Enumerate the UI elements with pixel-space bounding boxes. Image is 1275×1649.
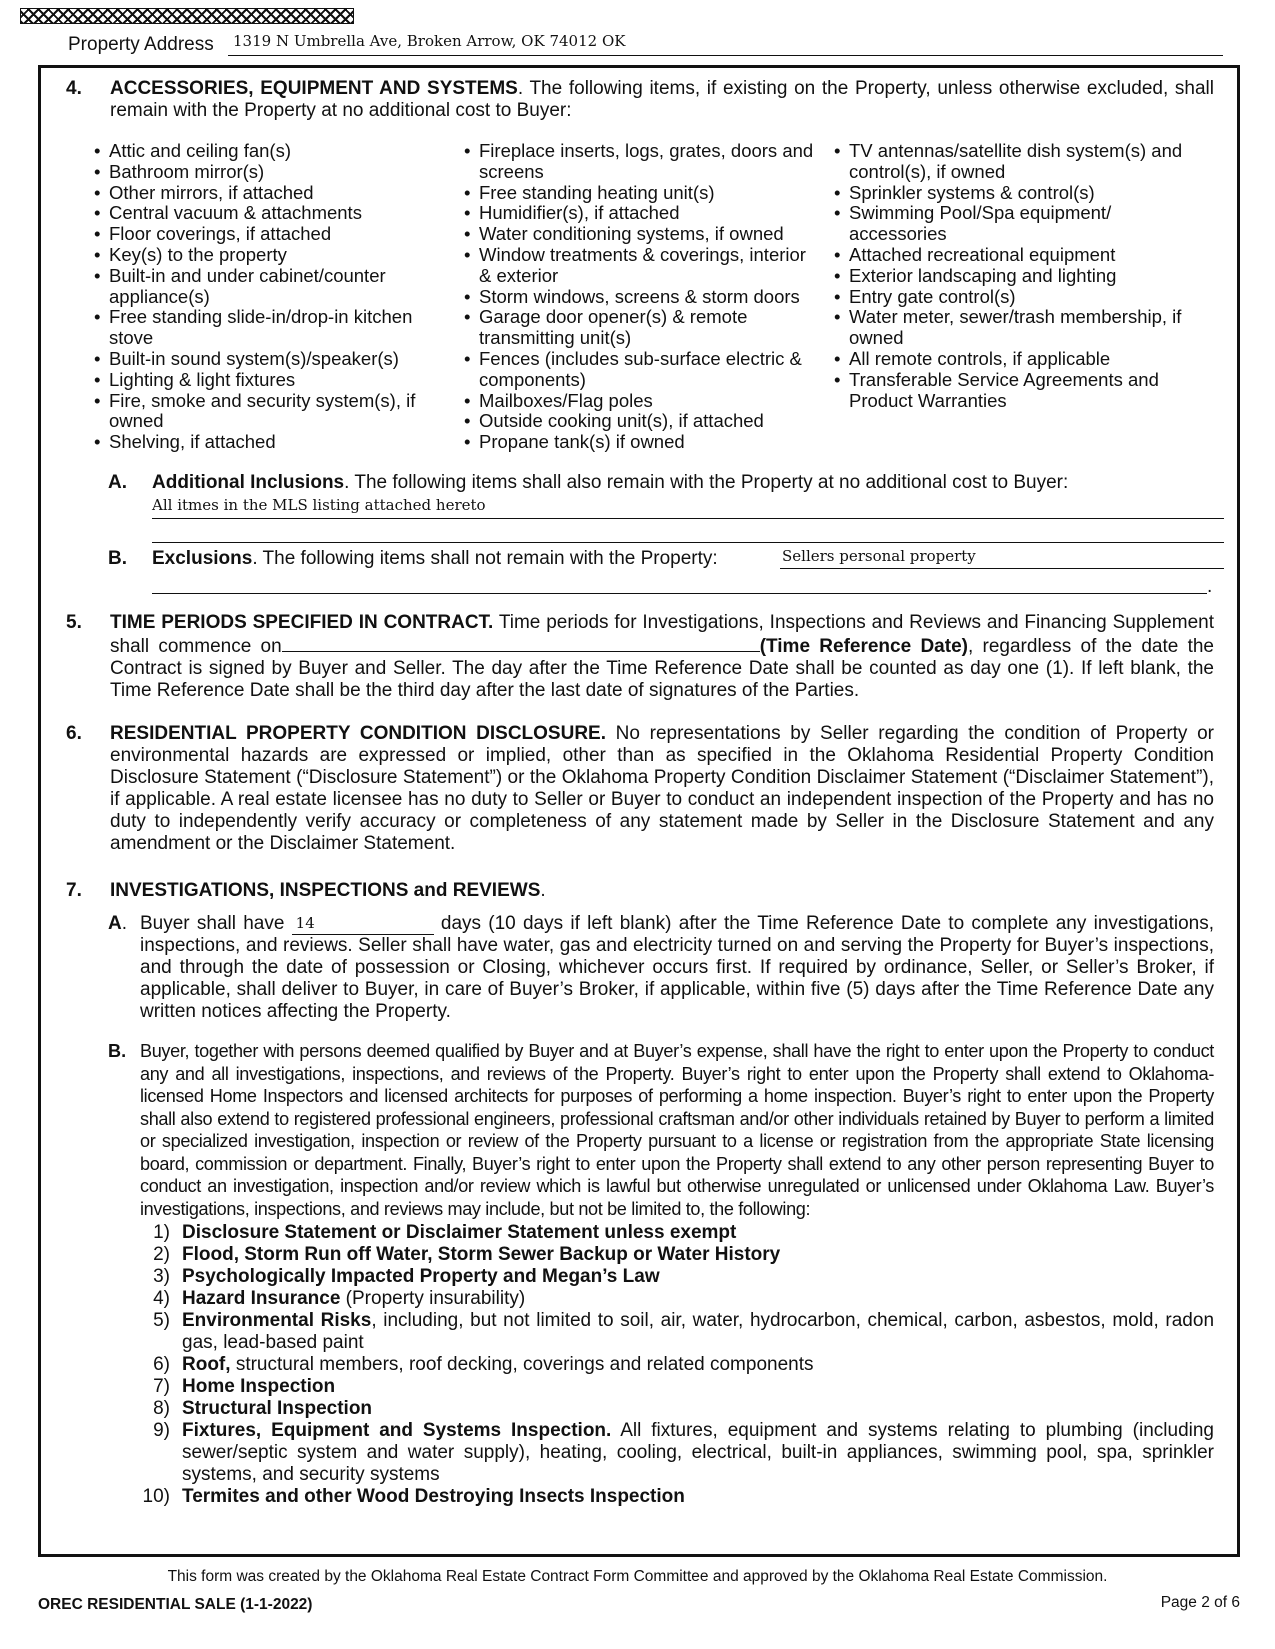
inspection-item-detail: , including, but not limited to soil, air, water, hydrocarbon, chemical, carbon, asbestos, mold, radon gas, lead-based paint xyxy=(182,1310,1215,1353)
accessory-item: • Built-in sound system(s)/speaker(s) xyxy=(94,349,424,370)
accessory-item: • Humidifier(s), if attached xyxy=(464,203,814,224)
section-7a-text-post: days (10 days if left blank) after the Time Reference Date to complete any investigations, inspections, and reviews. Seller shall have water, gas and electricity turned on and serving the Property for Buyer’s inspections, and through the date of possession or Closing, whichever occurs first. If required by ordinance, Seller, or Seller’s Broker, if applicable, shall deliver to Buyer, in care of Buyer’s Broker, if applicable, within five (5) days after the Time Reference Date any written notices affecting the Property. xyxy=(140,913,1215,1022)
accessory-item: • Lighting & light fixtures xyxy=(94,370,424,391)
accessory-item: • Free standing slide-in/drop-in kitchen stove xyxy=(94,307,424,349)
inspection-item-number: 5) xyxy=(153,1310,170,1331)
accessory-item: • Fences (includes sub-surface electric & components) xyxy=(464,349,814,391)
inspection-item xyxy=(138,1376,1214,1398)
accessory-item: • Garage door opener(s) & remote transmitting unit(s) xyxy=(464,307,814,349)
section-7-title-end: . xyxy=(540,880,546,901)
accessory-item: • Outside cooking unit(s), if attached xyxy=(464,411,814,432)
inspection-item-number: 2) xyxy=(153,1244,170,1265)
property-address-value: 1319 N Umbrella Ave, Broken Arrow, OK 74012 OK xyxy=(233,32,626,50)
inspection-item-title: Termites and other Wood Destroying Insects Inspection xyxy=(182,1486,685,1507)
section-7b-text: Buyer, together with persons deemed qualified by Buyer and at Buyer’s expense, shall have the right to enter upon the Property to conduct any and all investigations, inspections, and reviews of the Property. Buyer’s right to enter upon the Property shall extend to Oklahoma-licensed Home Inspectors and licensed architects for purposes of performing a home inspection. Buyer’s right to enter upon the Property shall also extend to registered professional engineers, professional craftsman and/or other individuals retained by Buyer to perform a limited or specialized investigation, inspection or review of the Property pursuant to a license or registration from the appropriate State licensing board, commission or department. Finally, Buyer’s right to enter upon the Property shall extend to any other person representing Buyer to conduct an investigation, inspection and/or review which is lawful but otherwise unregulated or unlicensed under Oklahoma Law. Buyer’s investigations, inspections, and reviews may include, but not be limited to, the following: xyxy=(140,1041,1214,1219)
exclusions-letter: B. xyxy=(108,548,127,569)
inspection-item-number: 4) xyxy=(153,1288,170,1309)
accessory-item: • Fire, smoke and security system(s), if owned xyxy=(94,391,424,433)
section-7 xyxy=(66,880,1214,902)
section-7-number: 7. xyxy=(66,880,82,901)
section-4-number: 4. xyxy=(66,78,82,99)
inspection-item xyxy=(138,1244,1214,1266)
section-5-title: TIME PERIODS SPECIFIED IN CONTRACT. xyxy=(110,612,494,633)
accessory-item: • All remote controls, if applicable xyxy=(834,349,1184,370)
exclusions-line-2 xyxy=(152,593,1207,594)
accessories-column-2 xyxy=(464,141,814,453)
inspection-item xyxy=(138,1420,1214,1486)
section-7b-letter: B. xyxy=(108,1041,127,1061)
accessory-item: • Floor coverings, if attached xyxy=(94,224,424,245)
section-5-number: 5. xyxy=(66,612,82,633)
inspection-item-title: Home Inspection xyxy=(182,1376,336,1397)
inspection-item-title: Disclosure Statement or Disclaimer Statement unless exempt xyxy=(182,1222,737,1243)
additional-inclusions xyxy=(108,472,1214,494)
section-7b xyxy=(108,1040,1214,1220)
accessory-item: • Built-in and under cabinet/counter appliance(s) xyxy=(94,266,424,308)
section-6-text: No representations by Seller regarding the condition of Property or environmental hazards are expressed or implied, other than as specified in the Oklahoma Residential Property Condition Disclosure Statement (“Disclosure Statement”) or the Oklahoma Property Condition Disclaimer Statement (“Disclaimer Statement”), if applicable. A real estate licensee has no duty to Seller or Buyer to conduct an independent inspection of the Property and has no duty to independently verify accuracy or completeness of any statement made by Seller in the Disclosure Statement and any amendment or the Disclaimer Statement. xyxy=(110,723,1214,854)
accessory-item: • Storm windows, screens & storm doors xyxy=(464,287,814,308)
accessory-item: • Attached recreational equipment xyxy=(834,245,1184,266)
accessories-column-1 xyxy=(94,141,424,453)
section-7a-text-pre: Buyer shall have xyxy=(140,913,285,934)
inspection-item-title: Hazard Insurance xyxy=(182,1288,341,1309)
additional-inclusions-title: Additional Inclusions xyxy=(152,472,345,493)
accessory-item: • Attic and ceiling fan(s) xyxy=(94,141,424,162)
inspection-item-detail: structural members, roof decking, coverings and related components xyxy=(230,1354,814,1375)
inspection-days-value: 14 xyxy=(295,914,315,932)
accessory-item: • Sprinkler systems & control(s) xyxy=(834,183,1184,204)
time-reference-date-label: (Time Reference Date) xyxy=(759,636,968,657)
accessory-item: • Water conditioning systems, if owned xyxy=(464,224,814,245)
section-7a-letter: A xyxy=(108,913,122,934)
inspection-item-title: Flood, Storm Run off Water, Storm Sewer Backup or Water History xyxy=(182,1244,781,1265)
accessory-item: • Propane tank(s) if owned xyxy=(464,432,814,453)
exclusions-title: Exclusions xyxy=(152,548,253,569)
section-5-text-1: Time periods for Investigations, Inspections and Reviews and Financing Supplement shall commence on xyxy=(110,612,1214,657)
inspection-item-title: Psychologically Impacted Property and Megan’s Law xyxy=(182,1266,660,1287)
exclusions-text: . The following items shall not remain with the Property: xyxy=(252,548,718,569)
inspection-item-detail: (Property insurability) xyxy=(340,1288,526,1309)
additional-inclusions-value[interactable]: All itmes in the MLS listing attached hereto xyxy=(152,496,486,514)
section-4 xyxy=(66,78,1214,122)
exclusions-end-period: . xyxy=(1207,576,1213,597)
accessory-item: • Water meter, sewer/trash membership, if owned xyxy=(834,307,1184,349)
section-4-intro: . The following items, if existing on the Property, unless otherwise excluded, shall remain with the Property at no additional cost to Buyer: xyxy=(110,78,1214,121)
inspection-item-number: 3) xyxy=(153,1266,170,1287)
section-5-text-2: , regardless of the date the Contract is signed by Buyer and Seller. The day after the Time Reference Date shall be counted as day one (1). If left blank, the Time Reference Date shall be the third day after the last date of signatures of the Parties. xyxy=(110,636,1214,701)
footer-note: This form was created by the Oklahoma Real Estate Contract Form Committee and approved by the Oklahoma Real Estate Commission. xyxy=(167,1568,1108,1585)
accessory-item: • Exterior landscaping and lighting xyxy=(834,266,1184,287)
inspection-list xyxy=(138,1222,1214,1508)
inspection-item-number: 7) xyxy=(153,1376,170,1397)
accessory-item: • Shelving, if attached xyxy=(94,432,424,453)
inspection-item-title: Structural Inspection xyxy=(182,1398,373,1419)
property-address-row xyxy=(68,32,1223,56)
inspection-item-number: 9) xyxy=(153,1420,170,1441)
additional-inclusions-line-2 xyxy=(152,542,1224,543)
inspection-item-detail: All fixtures, equipment and systems relating to plumbing (including sewer/septic system and water supply), heating, cooling, electrical, built-in appliances, swimming pool, spa, sprinkler systems, and security systems xyxy=(182,1420,1215,1485)
section-6-number: 6. xyxy=(66,723,82,744)
accessory-item: • Fireplace inserts, logs, grates, doors and screens xyxy=(464,141,814,183)
inspection-item xyxy=(138,1354,1214,1376)
inspection-item-title: Fixtures, Equipment and Systems Inspection. xyxy=(182,1420,612,1441)
accessory-item: • Central vacuum & attachments xyxy=(94,203,424,224)
additional-inclusions-letter: A. xyxy=(108,472,127,493)
exclusions xyxy=(108,548,1214,570)
section-6-title: RESIDENTIAL PROPERTY CONDITION DISCLOSURE. xyxy=(110,723,606,744)
inspection-item-title: Roof, xyxy=(182,1354,231,1375)
time-reference-date-field[interactable] xyxy=(282,634,760,652)
accessory-item: • Entry gate control(s) xyxy=(834,287,1184,308)
inspection-item-number: 10) xyxy=(142,1486,170,1507)
inspection-item xyxy=(138,1486,1214,1508)
accessory-item: • Transferable Service Agreements and Product Warranties xyxy=(834,370,1184,412)
section-7a-letter-dot: . xyxy=(121,913,128,934)
accessory-item: • Bathroom mirror(s) xyxy=(94,162,424,183)
inspection-item xyxy=(138,1398,1214,1420)
section-6 xyxy=(66,723,1214,855)
section-7-title: INVESTIGATIONS, INSPECTIONS and REVIEWS xyxy=(110,880,541,901)
accessory-item: • Free standing heating unit(s) xyxy=(464,183,814,204)
section-7a xyxy=(108,913,1214,1023)
inspection-item xyxy=(138,1310,1214,1354)
accessory-item: • Mailboxes/Flag poles xyxy=(464,391,814,412)
inspection-item-number: 1) xyxy=(153,1222,170,1243)
section-4-title: ACCESSORIES, EQUIPMENT AND SYSTEMS xyxy=(110,78,518,99)
additional-inclusions-line-1 xyxy=(152,518,1224,519)
inspection-item-number: 8) xyxy=(153,1398,170,1419)
accessory-item: • TV antennas/satellite dish system(s) and control(s), if owned xyxy=(834,141,1184,183)
inspection-item-title: Environmental Risks xyxy=(182,1310,372,1331)
inspection-item xyxy=(138,1288,1214,1310)
inspection-days-field[interactable] xyxy=(292,915,434,935)
accessory-item: • Window treatments & coverings, interior & exterior xyxy=(464,245,814,287)
accessory-item: • Other mirrors, if attached xyxy=(94,183,424,204)
inspection-item xyxy=(138,1266,1214,1288)
section-5 xyxy=(66,612,1214,702)
additional-inclusions-text: . The following items shall also remain with the Property at no additional cost to Buyer: xyxy=(344,472,1069,493)
exclusions-value[interactable]: Sellers personal property xyxy=(782,547,976,565)
property-address-label: Property Address xyxy=(68,34,214,55)
exclusions-line-1 xyxy=(780,568,1224,569)
redacted-header-bar xyxy=(20,8,354,24)
inspection-item xyxy=(138,1222,1214,1244)
property-address-line xyxy=(228,55,1223,56)
inspection-item-number: 6) xyxy=(153,1354,170,1375)
page-number: Page 2 of 6 xyxy=(1160,1594,1240,1611)
accessories-column-3 xyxy=(834,141,1184,411)
form-id: OREC RESIDENTIAL SALE (1-1-2022) xyxy=(38,1596,313,1613)
accessory-item: • Swimming Pool/Spa equipment/ accessories xyxy=(834,203,1184,245)
accessory-item: • Key(s) to the property xyxy=(94,245,424,266)
